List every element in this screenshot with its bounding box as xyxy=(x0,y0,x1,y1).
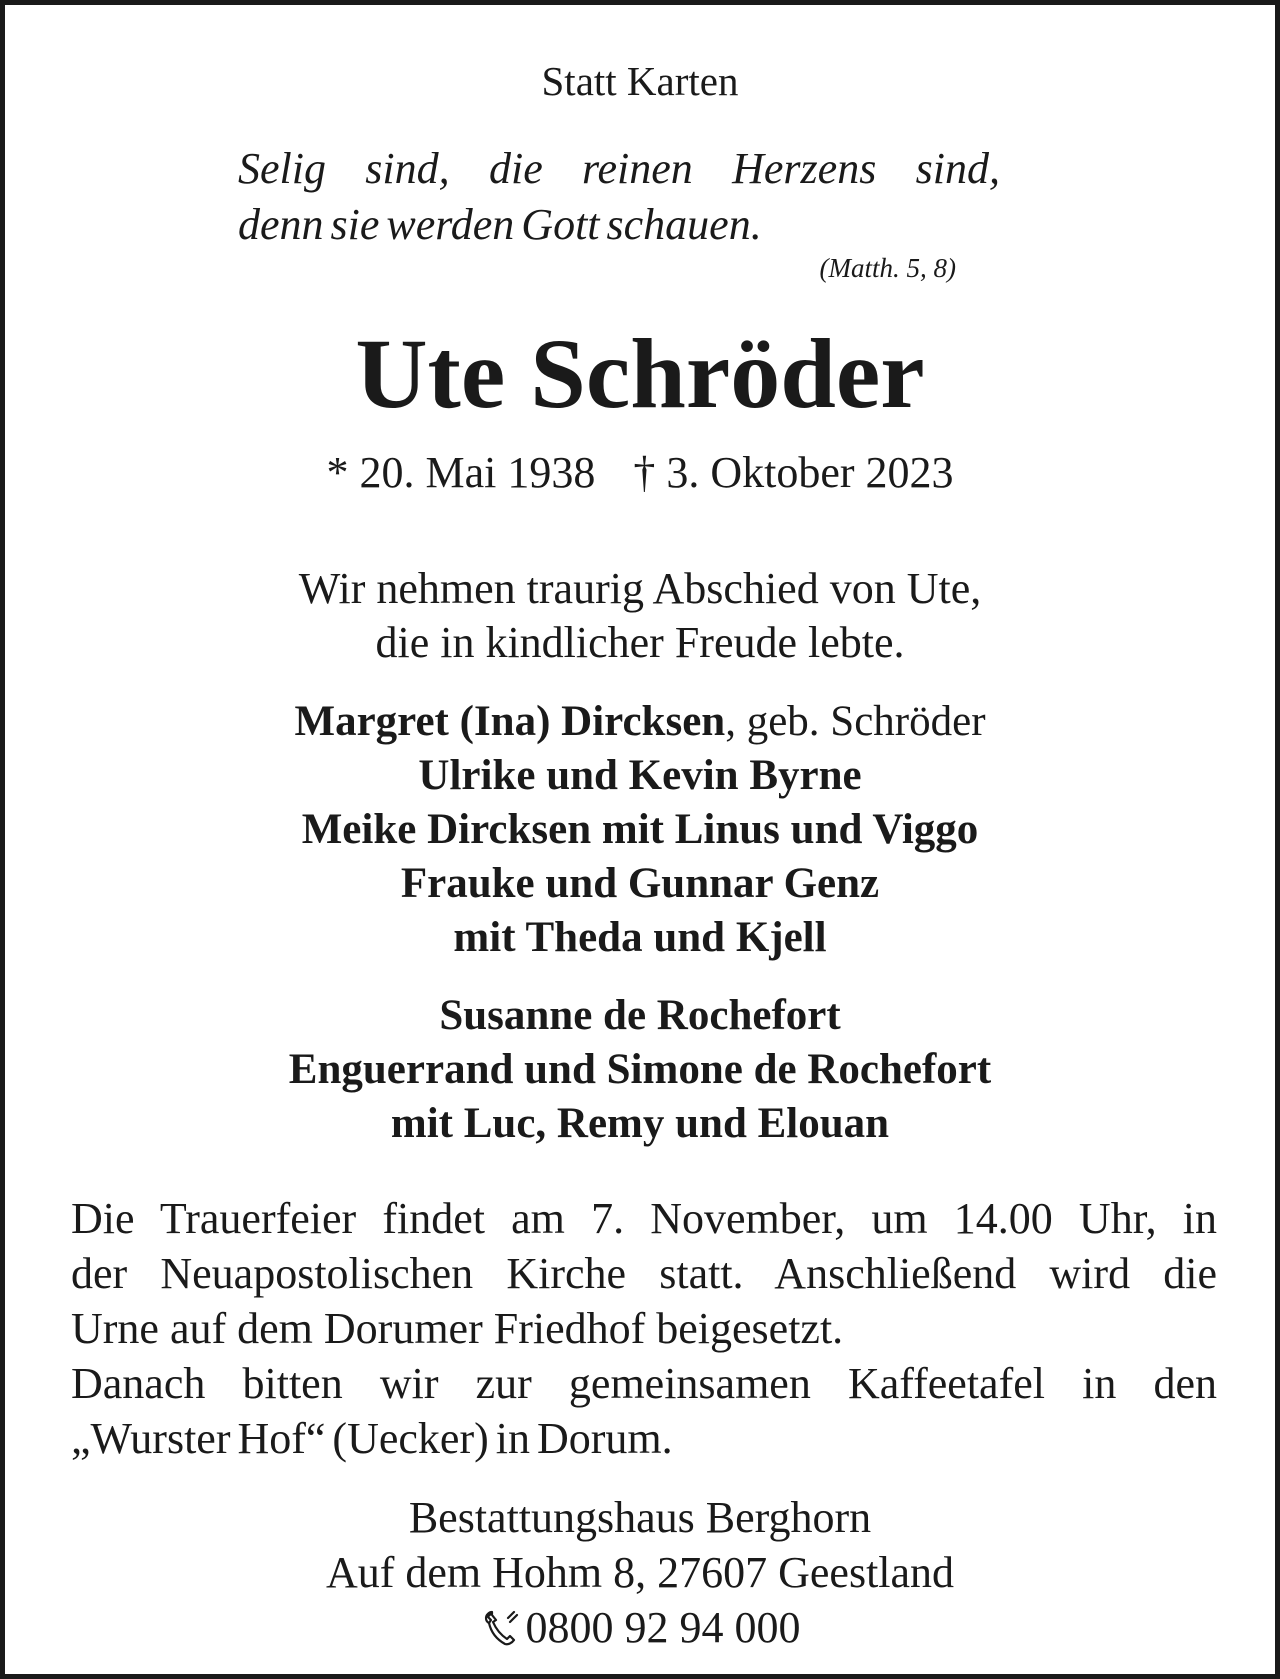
service-line-3: Urne auf dem Dorumer Friedhof beigesetzt. xyxy=(71,1304,844,1353)
mourner-line-3: Meike Dircksen mit Linus und Viggo xyxy=(301,806,979,853)
service-line-4: Danach bitten wir zur gemeinsamen Kaffeetafel in den xyxy=(71,1359,1217,1408)
mourner-maiden-name: , geb. Schröder xyxy=(725,698,986,745)
bible-citation: (Matth. 5, 8) xyxy=(819,253,956,283)
mourner-line-1 xyxy=(0,695,1280,749)
mourner-line-2: Ulrike und Kevin Byrne xyxy=(418,752,862,799)
notice-header: Statt Karten xyxy=(541,58,739,104)
service-line-2: der Neuapostolischen Kirche statt. Anschließend wird die xyxy=(71,1249,1217,1298)
mourner-line-5: mit Theda und Kjell xyxy=(453,914,827,961)
service-info xyxy=(71,1191,1217,1466)
farewell-line-2: die in kindlicher Freude lebte. xyxy=(375,618,905,667)
funeral-home-address: Auf dem Hohm 8, 27607 Geestland xyxy=(325,1548,955,1597)
life-dates xyxy=(0,446,1280,500)
birth-date: * 20. Mai 1938 xyxy=(326,448,596,497)
phone-handset-icon xyxy=(480,1608,520,1648)
mourner-line-7: Enguerrand und Simone de Rochefort xyxy=(288,1046,992,1093)
farewell-line-1: Wir nehmen traurig Abschied von Ute, xyxy=(298,564,982,613)
phone-number: 0800 92 94 000 xyxy=(525,1603,801,1652)
funeral-home-phone xyxy=(0,1600,1280,1655)
farewell-text xyxy=(0,562,1280,670)
mourner-line-6: Susanne de Rochefort xyxy=(439,992,841,1039)
bible-quote-line-2: denn sie werden Gott schauen. xyxy=(238,200,762,249)
service-line-5: „Wurster Hof“ (Uecker) in Dorum. xyxy=(71,1414,673,1463)
bible-quote-line-1: Selig sind, die reinen Herzens sind, xyxy=(238,144,1000,193)
service-line-1: Die Trauerfeier findet am 7. November, um 14.00 Uhr, in xyxy=(71,1194,1217,1243)
mourners-group-1 xyxy=(0,695,1280,965)
death-date: † 3. Oktober 2023 xyxy=(633,448,954,497)
mourner-line-4: Frauke und Gunnar Genz xyxy=(400,860,880,907)
mourner-line-8: mit Luc, Remy und Elouan xyxy=(390,1100,890,1147)
deceased-name: Ute Schröder xyxy=(355,318,925,429)
mourners-group-2 xyxy=(0,989,1280,1151)
funeral-home-name: Bestattungshaus Berghorn xyxy=(408,1493,872,1542)
mourner-name: Margret (Ina) Dircksen xyxy=(294,698,726,745)
funeral-home-info xyxy=(0,1490,1280,1655)
